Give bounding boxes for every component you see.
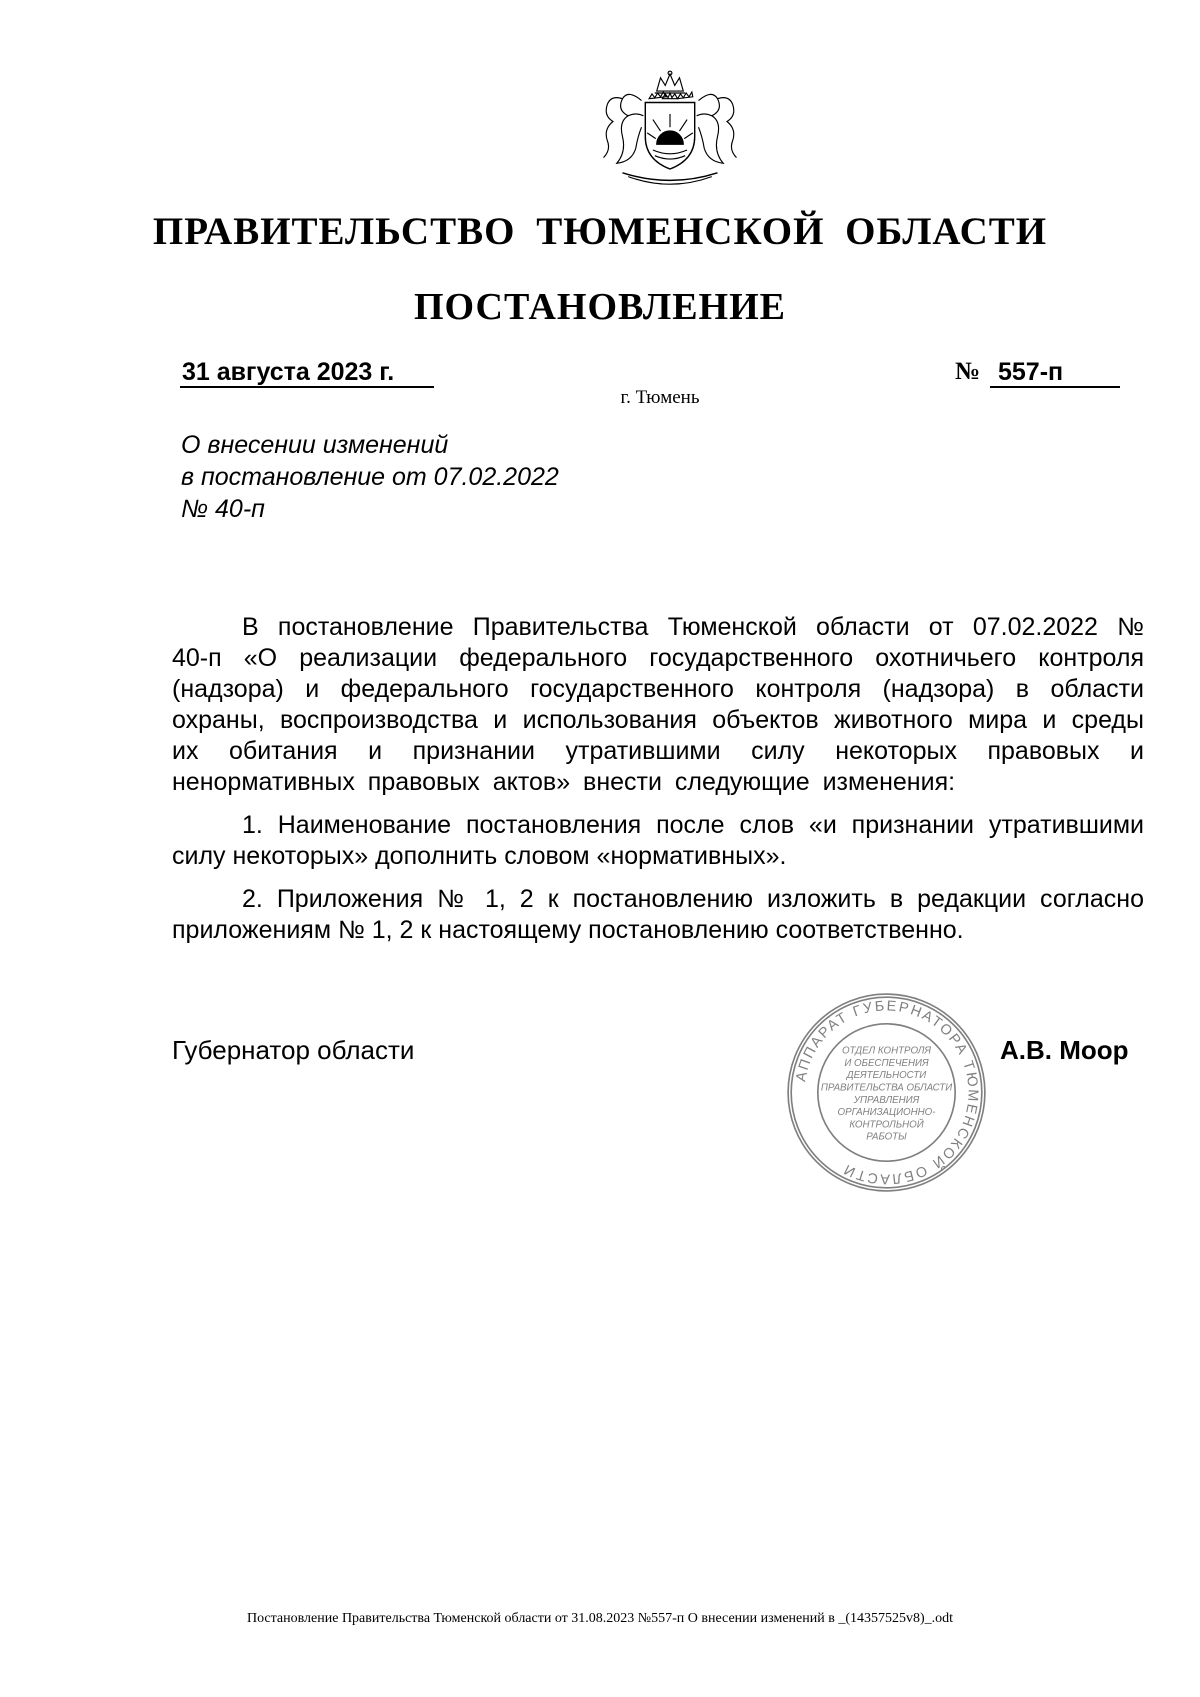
stamp-center-line: ДЕЯТЕЛЬНОСТИ <box>846 1070 927 1082</box>
document-number-label: № <box>955 358 981 385</box>
stamp-ring-text: АППАРАТ ГУБЕРНАТОРА ТЮМЕНСКОЙ ОБЛАСТИ <box>793 998 981 1187</box>
stamp-center-line: ПРАВИТЕЛЬСТВА ОБЛАСТИ <box>820 1082 953 1094</box>
stamp-center-line: КОНТРОЛЬНОЙ <box>849 1119 924 1131</box>
document-footer: Постановление Правительства Тюменской области от 31.08.2023 №557-п О внесении изменений в _(14357525v8)_.odt <box>246 1611 954 1626</box>
stamp-center-line: И ОБЕСПЕЧЕНИЯ <box>844 1057 929 1069</box>
official-stamp <box>784 990 989 1195</box>
coat-of-arms-emblem <box>594 70 746 192</box>
body-paragraph: 1. Наименование постановления после слов «и признании утратившими силу некоторых» дополнить словом «нормативных». <box>172 811 1144 870</box>
stamp-center-line: РАБОТЫ <box>866 1131 907 1143</box>
stamp-center-line: ОТДЕЛ КОНТРОЛЯ <box>841 1045 932 1057</box>
document-number: 557-п <box>990 358 1120 388</box>
document-type-title: ПОСТАНОВЛЕНИЕ <box>413 286 787 328</box>
body-paragraph: 2. Приложения № 1, 2 к постановлению изложить в редакции согласно приложениям № 1, 2 к настоящему постановлению соответственно. <box>172 885 1144 944</box>
document-body <box>172 612 1144 958</box>
subject-line: О внесении изменений <box>181 431 449 459</box>
signer-position: Губернатор области <box>172 1035 415 1065</box>
document-subject <box>181 429 559 525</box>
subject-line: № 40-п <box>181 495 265 523</box>
document-date: 31 августа 2023 г. <box>180 358 434 388</box>
city: г. Тюмень <box>620 387 700 408</box>
subject-line: в постановление от 07.02.2022 <box>181 463 559 491</box>
stamp-center-line: УПРАВЛЕНИЯ <box>853 1094 920 1106</box>
stamp-center-line: ОРГАНИЗАЦИОННО- <box>837 1107 936 1119</box>
org-title: ПРАВИТЕЛЬСТВО ТЮМЕНСКОЙ ОБЛАСТИ <box>152 210 1048 253</box>
signer-name: А.В. Моор <box>1000 1035 1129 1065</box>
body-paragraph: В постановление Правительства Тюменской области от 07.02.2022 № 40-п «О реализации федерального государственного охотничьего контроля (надзора) и федерального государственного контроля (надзора) в области охраны, воспроизводства и использования объектов животного мира и среды их обитания и признании утратившими силу некоторых правовых и ненормативных правовых актов» внести следующие изменения: <box>172 613 1144 796</box>
